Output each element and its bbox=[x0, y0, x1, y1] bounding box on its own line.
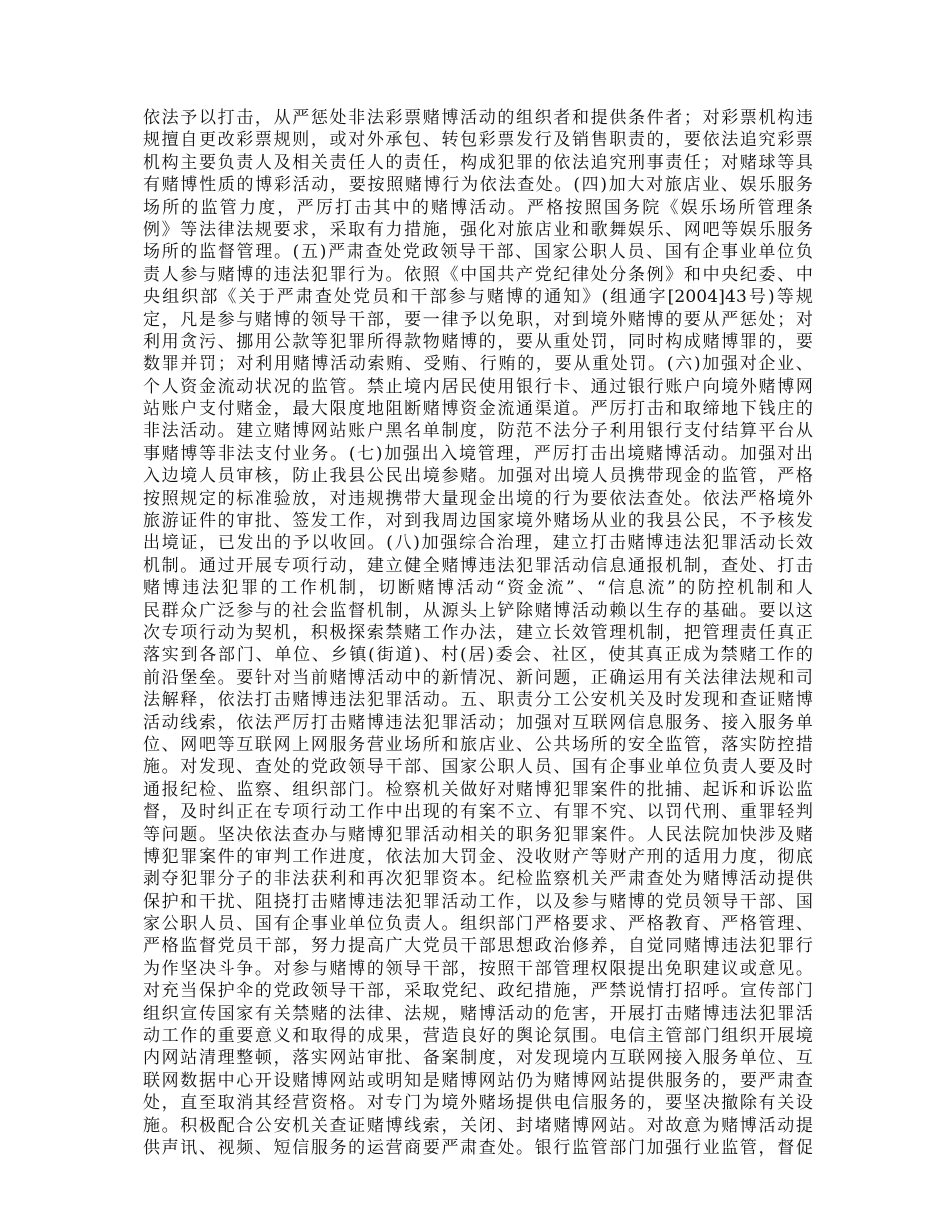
text-line: 央组织部《关于严肃查处党员和干部参与赌博的通知》(组通字[2004]43号)等规 bbox=[143, 287, 813, 308]
text-line: 剥夺犯罪分子的非法获利和再次犯罪资本。纪检监察机关严肃查处为赌博活动提供 bbox=[143, 869, 813, 890]
body-text bbox=[143, 107, 813, 1159]
text-line: 数罪并罚；对利用赌博活动索贿、受贿、行贿的，要从重处罚。(六)加强对企业、 bbox=[143, 354, 813, 375]
text-line: 按照规定的标准验放，对违规携带大量现金出境的行为要依法查处。依法严格境外 bbox=[143, 488, 813, 509]
text-line: 机制。通过开展专项行动，建立健全赌博违法犯罪活动信息通报机制，查处、打击 bbox=[143, 555, 813, 576]
text-line: 供声讯、视频、短信服务的运营商要严肃查处。银行监管部门加强行业监管，督促 bbox=[143, 1137, 813, 1158]
text-line: 事赌博等非法支付业务。(七)加强出入境管理，严厉打击出境赌博活动。加强对出 bbox=[143, 443, 813, 464]
text-line: 位、网吧等互联网上网服务营业场所和旅店业、公共场所的安全监管，落实防控措 bbox=[143, 734, 813, 755]
text-line: 次专项行动为契机，积极探索禁赌工作办法，建立长效管理机制，把管理责任真正 bbox=[143, 622, 813, 643]
text-line: 严格监督党员干部，努力提高广大党员干部思想政治修养，自觉同赌博违法犯罪行 bbox=[143, 936, 813, 957]
text-line: 活动线索，依法严厉打击赌博违法犯罪活动；加强对互联网信息服务、接入服务单 bbox=[143, 712, 813, 733]
text-line: 落实到各部门、单位、乡镇(街道)、村(居)委会、社区，使其真正成为禁赌工作的 bbox=[143, 645, 813, 666]
text-line: 对充当保护伞的党政领导干部，采取党纪、政纪措施，严禁说情打招呼。宣传部门 bbox=[143, 981, 813, 1002]
text-line: 内网站清理整顿，落实网站审批、备案制度，对发现境内互联网接入服务单位、互 bbox=[143, 1048, 813, 1069]
text-line: 规擅自更改彩票规则，或对外承包、转包彩票发行及销售职责的，要依法追究彩票 bbox=[143, 130, 813, 151]
text-line: 法解释，依法打击赌博违法犯罪活动。五、职责分工公安机关及时发现和查证赌博 bbox=[143, 690, 813, 711]
text-line: 入边境人员审核，防止我县公民出境参赌。加强对出境人员携带现金的监管，严格 bbox=[143, 466, 813, 487]
text-line: 场所的监管力度，严厉打击其中的赌博活动。严格按照国务院《娱乐场所管理条 bbox=[143, 197, 813, 218]
text-line: 动工作的重要意义和取得的成果，营造良好的舆论氛围。电信主管部门组织开展境 bbox=[143, 1026, 813, 1047]
text-line: 赌博违法犯罪的工作机制，切断赌博活动“资金流”、“信息流”的防控机制和人 bbox=[143, 578, 813, 599]
text-line: 民群众广泛参与的社会监督机制，从源头上铲除赌博活动赖以生存的基础。要以这 bbox=[143, 600, 813, 621]
text-line: 旅游证件的审批、签发工作，对到我周边国家境外赌场从业的我县公民，不予核发 bbox=[143, 511, 813, 532]
text-line: 利用贪污、挪用公款等犯罪所得款物赌博的，要从重处罚，同时构成赌博罪的，要 bbox=[143, 331, 813, 352]
text-line: 个人资金流动状况的监管。禁止境内居民使用银行卡、通过银行账户向境外赌博网 bbox=[143, 376, 813, 397]
text-line: 出境证，已发出的予以收回。(八)加强综合治理，建立打击赌博违法犯罪活动长效 bbox=[143, 533, 813, 554]
text-line: 前沿堡垒。要针对当前赌博活动中的新情况、新问题，正确运用有关法律法规和司 bbox=[143, 667, 813, 688]
text-line: 定，凡是参与赌博的领导干部，要一律予以免职，对到境外赌博的要从严惩处；对 bbox=[143, 309, 813, 330]
text-line: 处，直至取消其经营资格。对专门为境外赌场提供电信服务的，要坚决撤除有关设 bbox=[143, 1093, 813, 1114]
text-line: 为作坚决斗争。对参与赌博的领导干部，按照干部管理权限提出免职建议或意见。 bbox=[143, 958, 813, 979]
text-line: 依法予以打击，从严惩处非法彩票赌博活动的组织者和提供条件者；对彩票机构违 bbox=[143, 108, 813, 128]
text-line: 例》等法律法规要求，采取有力措施，强化对旅店业和歌舞娱乐、网吧等娱乐服务 bbox=[143, 219, 813, 240]
text-line: 家公职人员、国有企事业单位负责人。组织部门严格要求、严格教育、严格管理、 bbox=[143, 914, 813, 935]
text-line: 施。对发现、查处的党政领导干部、国家公职人员、国有企事业单位负责人要及时 bbox=[143, 757, 813, 778]
text-line: 非法活动。建立赌博网站账户黑名单制度，防范不法分子利用银行支付结算平台从 bbox=[143, 421, 813, 442]
text-line: 有赌博性质的博彩活动，要按照赌博行为依法查处。(四)加大对旅店业、娱乐服务 bbox=[143, 175, 813, 196]
text-line: 组织宣传国家有关禁赌的法律、法规，赌博活动的危害，开展打击赌博违法犯罪活 bbox=[143, 1003, 813, 1024]
text-line: 等问题。坚决依法查办与赌博犯罪活动相关的职务犯罪案件。人民法院加快涉及赌 bbox=[143, 824, 813, 845]
text-line: 施。积极配合公安机关查证赌博线索，关闭、封堵赌博网站。对故意为赌博活动提 bbox=[143, 1115, 813, 1136]
text-line: 机构主要负责人及相关责任人的责任，构成犯罪的依法追究刑事责任；对赌球等具 bbox=[143, 152, 813, 173]
text-line: 通报纪检、监察、组织部门。检察机关做好对赌博犯罪案件的批捕、起诉和诉讼监 bbox=[143, 779, 813, 800]
text-line: 站账户支付赌金，最大限度地阻断赌博资金流通渠道。严厉打击和取缔地下钱庄的 bbox=[143, 399, 813, 420]
text-line: 场所的监督管理。(五)严肃查处党政领导干部、国家公职人员、国有企事业单位负 bbox=[143, 242, 813, 263]
text-line: 保护和干扰、阻挠打击赌博违法犯罪活动工作，以及参与赌博的党员领导干部、国 bbox=[143, 891, 813, 912]
text-line: 责人参与赌博的违法犯罪行为。依照《中国共产党纪律处分条例》和中央纪委、中 bbox=[143, 264, 813, 285]
text-line: 督，及时纠正在专项行动工作中出现的有案不立、有罪不究、以罚代刑、重罪轻判 bbox=[143, 802, 813, 823]
text-line: 联网数据中心开设赌博网站或明知是赌博网站仍为赌博网站提供服务的，要严肃查 bbox=[143, 1070, 813, 1091]
text-line: 博犯罪案件的审判工作进度，依法加大罚金、没收财产等财产刑的适用力度，彻底 bbox=[143, 846, 813, 867]
